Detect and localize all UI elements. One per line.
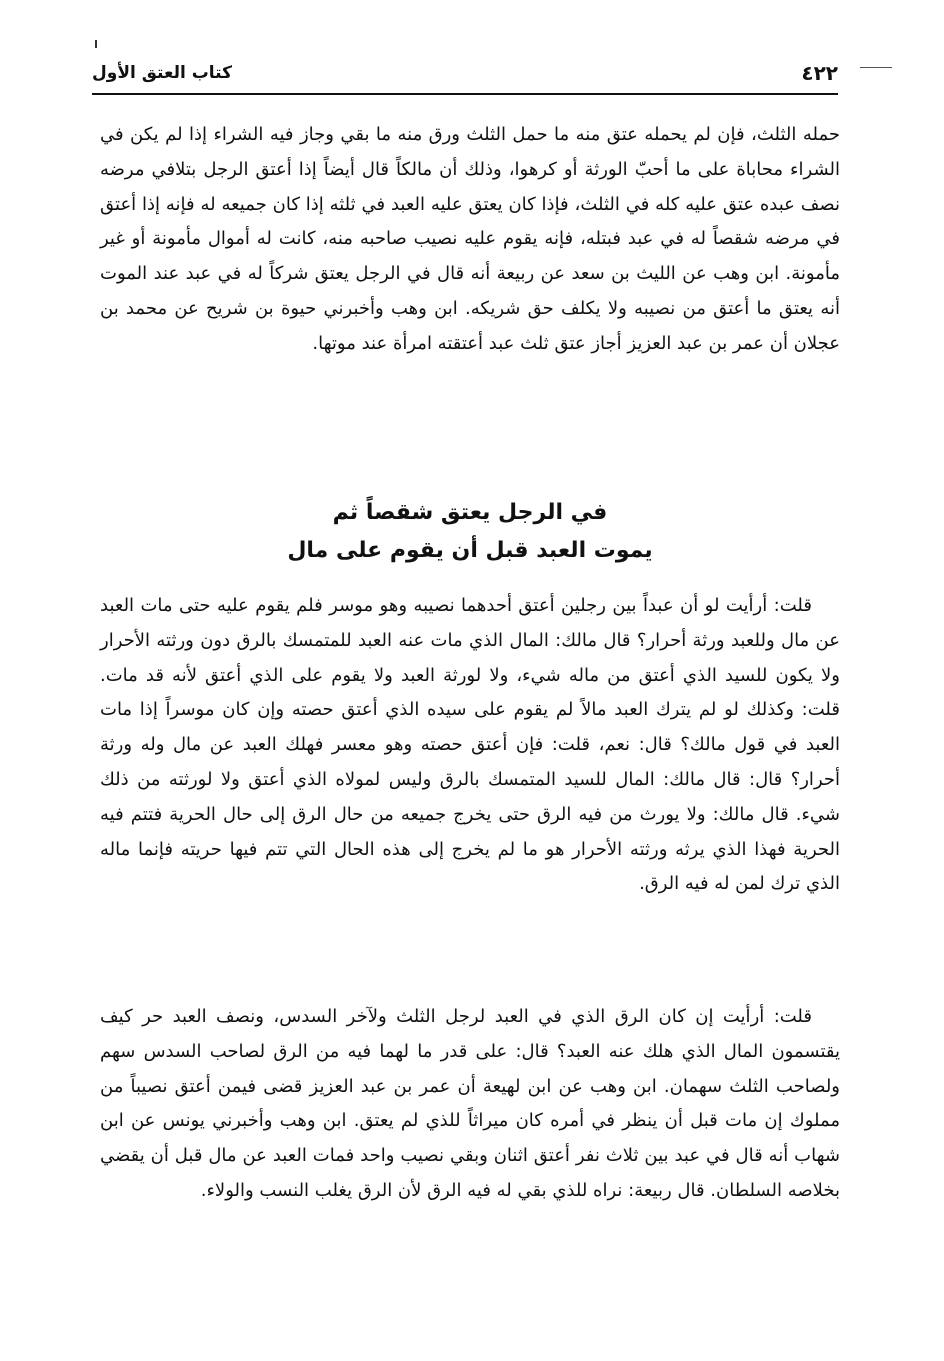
page-number: ٤٢٢ xyxy=(801,61,838,85)
running-title: كتاب العتق الأول xyxy=(92,63,233,83)
scan-mark xyxy=(95,40,97,48)
page-header xyxy=(92,58,838,94)
margin-mark xyxy=(860,67,892,68)
paragraph-continuation: حمله الثلث، فإن لم يحمله عتق منه ما حمل الثلث ورق منه ما بقي وجاز فيه الشراء إذا لم يكن في الشراء محاباة على ما أحبّ الورثة أو كرهوا، وذلك أن مالكاً قال أيضاً إذا أعتق الرجل بتلافي مرضه نصف عبده عتق عليه كله في الثلث، فإذا كان يعتق عليه العبد في ثلثه إذا كان جميعه له فإنه إذا أعتق في مرضه شقصاً له في عبد فبتله، فإنه يقوم عليه نصيب صاحبه منه، كانت له أموال مأمونة أو غير مأمونة. ابن وهب عن الليث بن سعد عن ربيعة أنه قال في الرجل يعتق شركاً له في عبد عند الموت أنه يعتق ما أعتق من نصيبه ولا يكلف حق شريكه. ابن وهب وأخبرني حيوة بن شريح عن محمد بن عجلان أن عمر بن عبد العزيز أجاز عتق ثلث عبد أعتقته امرأة عند موتها. xyxy=(100,124,840,354)
header-rule xyxy=(92,93,838,95)
paragraph-question-1: قلت: أرأيت لو أن عبداً بين رجلين أعتق أحدهما نصيبه وهو موسر فلم يقوم عليه حتى مات العبد عن مال وللعبد ورثة أحرار؟ قال مالك: المال الذي مات عنه العبد للمتمسك بالرق دون ورثته الأحرار ولا يكون للسيد الذي أعتق من ماله شيء، ولا لورثة العبد ولا يقوم على الذي أعتق لأنه قد مات. قلت: وكذلك لو لم يترك العبد مالاً لم يقوم على سيده الذي أعتق حصته وإن كان موسراً إذا مات العبد في قول مالك؟ قال: نعم، قلت: فإن أعتق حصته وهو معسر فهلك العبد عن مال وله ورثة أحرار؟ قال: قال مالك: المال للسيد المتمسك بالرق وليس لمولاه الذي أعتق ولا لورثته من ذلك شيء. قال مالك: ولا يورث من فيه الرق حتى يخرج جميعه من حال الرق إلى حال الحرية فتتم فيه الحرية فهذا الذي يرثه ورثته الأحرار هو ما لم يخرج إلى هذه الحال التي تتم فيها حريته فإنما ماله الذي ترك لمن له فيه الرق. xyxy=(100,595,840,895)
section-heading-line-1: في الرجل يعتق شقصاً ثم xyxy=(332,500,608,525)
paragraph-question-2: قلت: أرأيت إن كان الرق الذي في العبد لرجل الثلث ولآخر السدس، ونصف العبد حر كيف يقتسمون المال الذي هلك عنه العبد؟ قال: على قدر ما لهما فيه من الرق لصاحب السدس سهم ولصاحب الثلث سهمان. ابن وهب عن ابن لهيعة أن عمر بن عبد العزيز قضى فيمن أعتق نصيباً من مملوك إن مات قبل أن ينظر في أمره كان ميراثاً للذي لم يعتق. ابن وهب وأخبرني يونس عن ابن شهاب أنه قال في عبد بين ثلاث نفر أعتق اثنان وبقي نصيب واحد فمات العبد عن مال قبل أن يقضي بخلاصه السلطان. قال ربيعة: نراه للذي بقي له فيه الرق لأن الرق يغلب النسب والولاء. xyxy=(100,1006,840,1201)
section-heading-line-2: يموت العبد قبل أن يقوم على مال xyxy=(287,538,653,563)
